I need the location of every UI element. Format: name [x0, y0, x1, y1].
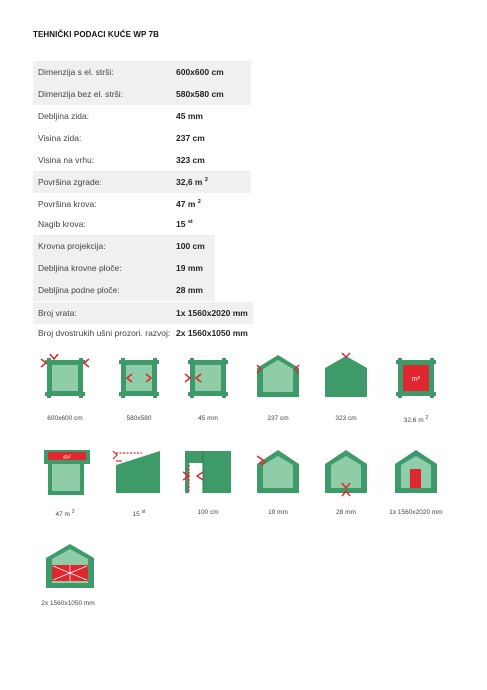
spec-value: 1x 1560x2020 mm — [176, 308, 248, 318]
icon-caption: 237 cm — [267, 415, 289, 422]
spec-row — [33, 105, 251, 127]
spec-value: 47 m $^2$ — [176, 199, 201, 209]
icon-caption: 47 m $^2$ — [55, 509, 75, 519]
roof-overhang-icon — [181, 447, 235, 497]
footprint-with-overhang-icon — [40, 353, 90, 403]
spec-row — [33, 235, 215, 257]
wall-thickness-icon — [183, 353, 233, 403]
spec-label: Broj vrata: — [38, 308, 77, 318]
spec-value: 32,6 m $^2$ — [176, 177, 208, 187]
spec-value: 28 mm — [176, 285, 203, 295]
icon-caption: 2x 1560x1050 mm — [41, 600, 95, 607]
spec-row — [33, 213, 251, 235]
spec-label: Debljina krovne ploče: — [38, 263, 122, 273]
spec-row — [33, 257, 215, 279]
icon-caption: 19 mm — [268, 509, 288, 516]
roof-area-icon — [40, 447, 94, 497]
spec-row — [33, 149, 251, 171]
spec-value: 45 mm — [176, 111, 203, 121]
spec-row — [33, 127, 251, 149]
spec-value: 100 cm — [176, 241, 205, 251]
ridge-height-icon — [321, 352, 371, 402]
door-icon — [391, 447, 441, 497]
spec-label: Visina na vrhu: — [38, 155, 95, 165]
spec-row — [33, 83, 251, 105]
spec-row — [33, 61, 251, 83]
icon-caption: 323 cm — [335, 415, 357, 422]
spec-row — [33, 322, 258, 344]
icon-caption: 32,6 m $^2$ — [403, 415, 429, 425]
floor-area-icon — [391, 353, 441, 403]
spec-row — [33, 193, 251, 215]
icon-caption: 1x 1560x2020 mm — [389, 509, 443, 516]
roof-board-thickness-icon — [253, 447, 303, 497]
spec-label: Dimenzija bez el. strši: — [38, 89, 124, 99]
spec-value: 2x 1560x1050 mm — [176, 328, 248, 338]
spec-row — [33, 171, 251, 193]
spec-value: 600x600 cm — [176, 67, 224, 77]
double-window-icon — [43, 541, 97, 591]
spec-label: Nagib krova: — [38, 219, 86, 229]
spec-label: Debljina zida: — [38, 111, 90, 121]
spec-row — [33, 302, 253, 324]
floor-board-thickness-icon — [321, 447, 371, 497]
icon-caption: 45 mm — [198, 415, 218, 422]
spec-row — [33, 279, 215, 301]
spec-label: Površina zgrade: — [38, 177, 102, 187]
area-badge: m² — [63, 454, 71, 461]
icon-caption: 580x580 — [126, 415, 152, 422]
icon-caption: 600x600 cm — [47, 415, 83, 422]
spec-value: 237 cm — [176, 133, 205, 143]
page-title: TEHNIČKI PODACI KUĆE WP 7B — [33, 30, 160, 39]
icon-caption: 28 mm — [336, 509, 356, 516]
spec-label: Broj dvostrukih ušni prozori. razvoj: — [38, 328, 171, 338]
wall-height-icon — [253, 352, 303, 402]
icon-caption: 15 $^{st}$ — [132, 509, 146, 519]
footprint-without-overhang-icon — [114, 353, 164, 403]
spec-label: Dimenzija s el. strši: — [38, 67, 114, 77]
icon-caption: 100 cm — [197, 509, 219, 516]
spec-label: Krovna projekcija: — [38, 241, 106, 251]
area-badge: m² — [411, 376, 421, 383]
spec-value: 15 $^{st}$ — [176, 219, 193, 229]
spec-label: Visina zida: — [38, 133, 82, 143]
spec-value: 323 cm — [176, 155, 205, 165]
spec-label: Površina krova: — [38, 199, 97, 209]
roof-pitch-icon — [112, 447, 166, 497]
spec-value: 19 mm — [176, 263, 203, 273]
spec-label: Debljina podne ploče: — [38, 285, 120, 295]
spec-value: 580x580 cm — [176, 89, 224, 99]
